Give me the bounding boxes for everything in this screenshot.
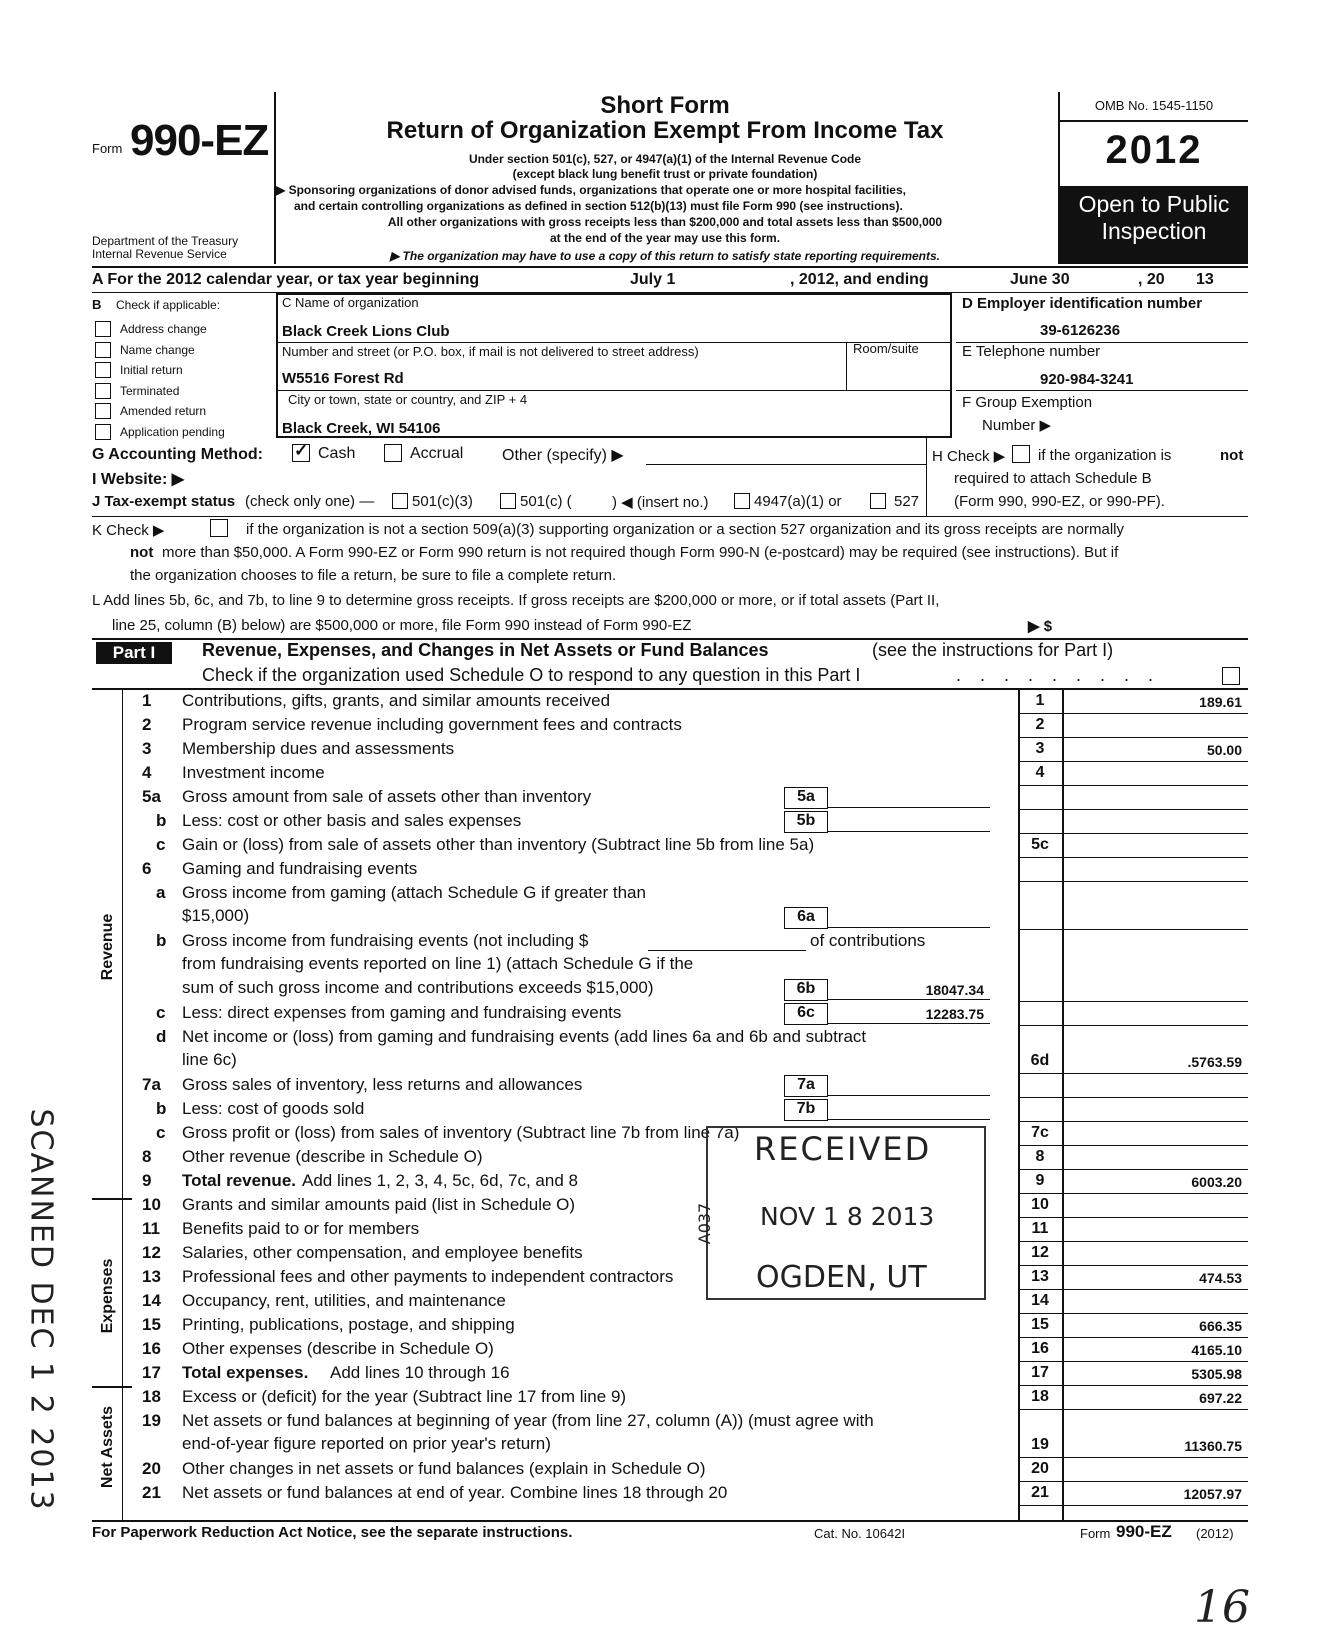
line-number: 11	[142, 1219, 160, 1238]
line-box-number: 4	[1035, 764, 1045, 781]
line-amount[interactable]: .5763.59	[1187, 1054, 1242, 1070]
subtitle-3: ▶ Sponsoring organizations of donor advised funds, organizations that operate one or more hospital facilities,	[276, 183, 906, 197]
line-number: 8	[142, 1147, 152, 1166]
line-number: b	[156, 931, 167, 950]
subtitle-4: and certain controlling organizations as defined in section 512(b)(13) must file Form 990 (see instructions).	[294, 199, 903, 213]
subtitle-2: (except black lung benefit trust or private foundation)	[512, 167, 818, 181]
line-l-text1: L Add lines 5b, 6c, and 7b, to line 9 to determine gross receipts. If gross receipts are $200,000 or more, or if total assets (Part II,	[92, 592, 940, 609]
line-number: d	[156, 1027, 167, 1046]
line-box-number: 17	[1031, 1364, 1049, 1381]
tax-exempt-note: (check only one) —	[245, 493, 375, 510]
4947-checkbox[interactable]	[734, 493, 750, 509]
line-number: 15	[142, 1315, 161, 1334]
footer-form-word: Form	[1080, 1526, 1111, 1541]
line-description: Benefits paid to or for members	[182, 1219, 420, 1238]
part1-check-dots: . . . . . . . . .	[956, 665, 1161, 685]
schedule-b-checkbox[interactable]	[1012, 445, 1030, 463]
line-mid-amount[interactable]: 12283.75	[925, 1006, 984, 1022]
line-a-label: A For the 2012 calendar year, or tax year beginning	[92, 271, 480, 288]
row-separator	[1018, 1481, 1248, 1482]
section-b-checkbox[interactable]	[95, 321, 111, 337]
part1-tag: Part I	[96, 642, 172, 664]
line-description-2: line 6c)	[182, 1050, 237, 1069]
omb-number: OMB No. 1545-1150	[1094, 98, 1214, 113]
line-description: Net assets or fund balances at beginning of year (from line 27, column (A)) (must agree with	[182, 1411, 874, 1430]
title-short-form: Short Form	[600, 92, 730, 119]
line-number: 4	[142, 763, 152, 782]
line-box-number: 3	[1035, 740, 1045, 757]
line-description: Membership dues and assessments	[182, 739, 455, 758]
line-number: 5a	[142, 787, 161, 806]
line-description: Gross profit or (loss) from sales of inventory (Subtract line 7b from line 7a)	[182, 1123, 740, 1142]
line-number: c	[156, 1123, 166, 1142]
section-b-item-label: Amended return	[120, 404, 207, 418]
accrual-label: Accrual	[410, 445, 464, 462]
section-b-item-label: Address change	[120, 322, 207, 336]
line-description: Investment income	[182, 763, 325, 782]
line-mid-underline	[828, 1095, 990, 1096]
line-number: 10	[142, 1195, 161, 1214]
ein-value[interactable]: 39-6126236	[1040, 322, 1121, 339]
side-net-assets-label: Net Assets	[99, 1405, 116, 1489]
line-mid-box-label: 7a	[797, 1076, 815, 1093]
501c3-label: 501(c)(3)	[412, 493, 473, 510]
row-separator	[1018, 1385, 1248, 1386]
line-mid-box-label: 6b	[796, 980, 816, 997]
org-info-box	[276, 293, 952, 438]
527-label: 527	[894, 493, 920, 510]
line-description-rest: Add lines 10 through 16	[330, 1363, 510, 1382]
subtitle-5: All other organizations with gross receipts less than $200,000 and total assets less than $500,000	[387, 215, 943, 229]
line-amount[interactable]: 474.53	[1199, 1270, 1242, 1286]
section-b-checkbox[interactable]	[95, 424, 111, 440]
row-separator	[1018, 1073, 1248, 1074]
line-description: Less: direct expenses from gaming and fundraising events	[182, 1003, 622, 1022]
line-description: Other expenses (describe in Schedule O)	[182, 1339, 494, 1358]
city-label: City or town, state or country, and ZIP + 4	[288, 392, 528, 407]
line-box-number: 5c	[1031, 836, 1049, 853]
line-description: Gross income from gaming (attach Schedule G if greater than	[182, 883, 646, 902]
line-number: b	[156, 1099, 167, 1118]
cash-checkbox[interactable]: ✓	[294, 441, 309, 460]
line-number: 13	[142, 1267, 161, 1286]
subtitle-6: at the end of the year may use this form.	[549, 231, 781, 245]
line-box-number: 21	[1031, 1484, 1049, 1501]
open-to-public-box	[1060, 186, 1248, 264]
received-stamp	[695, 1126, 986, 1300]
line-amount[interactable]: 4165.10	[1191, 1342, 1242, 1358]
footer-form-number: 990-EZ	[1116, 1522, 1172, 1541]
line-amount[interactable]: 697.22	[1199, 1390, 1242, 1406]
line-description: Total revenue.	[182, 1171, 296, 1190]
line-number: c	[156, 1003, 166, 1022]
row-separator	[1018, 737, 1248, 738]
other-method-label: Other (specify) ▶	[502, 447, 624, 464]
row-separator	[1018, 713, 1248, 714]
line-amount[interactable]: 189.61	[1199, 694, 1242, 710]
501c-checkbox[interactable]	[500, 493, 516, 509]
line-l-text2: line 25, column (B) below) are $500,000 or more, file Form 990 instead of Form 990-EZ	[112, 617, 692, 634]
section-b-item-label: Initial return	[120, 363, 183, 377]
row-separator	[1018, 1241, 1248, 1242]
line-description: Grants and similar amounts paid (list in Schedule O)	[182, 1195, 576, 1214]
org-name-label: C Name of organization	[282, 295, 419, 310]
street-label: Number and street (or P.O. box, if mail is not delivered to street address)	[282, 344, 699, 359]
part1-title-note: (see the instructions for Part I)	[872, 640, 1114, 660]
line-description: Net income or (loss) from gaming and fundraising events (add lines 6a and 6b and subtract	[182, 1027, 867, 1046]
line-box-number: 6d	[1030, 1052, 1050, 1069]
accounting-method-label: G Accounting Method:	[92, 446, 263, 463]
line-number: 2	[142, 715, 152, 734]
line-description: Other changes in net assets or fund balances (explain in Schedule O)	[182, 1459, 706, 1478]
501c-label: 501(c) (	[520, 493, 572, 510]
line-amount[interactable]: 11360.75	[1184, 1438, 1242, 1454]
section-b-letter: B	[92, 297, 102, 312]
line-description: Less: cost or other basis and sales expenses	[182, 811, 522, 830]
row-separator	[1018, 1361, 1248, 1362]
line-description: Gross amount from sale of assets other than inventory	[182, 787, 592, 806]
row-separator	[1018, 1289, 1248, 1290]
line-description: Gaming and fundraising events	[182, 859, 418, 878]
line-number: 14	[142, 1291, 161, 1310]
line-description: Other revenue (describe in Schedule O)	[182, 1147, 483, 1166]
stamp-date: NOV 1 8 2013	[760, 1202, 935, 1231]
527-checkbox[interactable]	[870, 493, 886, 509]
line-l-arrow: ▶ $	[1028, 618, 1053, 635]
line-number: a	[156, 883, 166, 902]
stamp-code: A037	[695, 1202, 715, 1245]
row-separator	[1018, 785, 1248, 786]
section-b-checkbox[interactable]	[95, 342, 111, 358]
row-separator	[1018, 1313, 1248, 1314]
line-number: c	[156, 835, 166, 854]
line-description: Net assets or fund balances at end of year. Combine lines 18 through 20	[182, 1483, 728, 1502]
row-separator	[1018, 1097, 1248, 1098]
phone-label: E Telephone number	[962, 343, 1101, 360]
row-separator	[1018, 1505, 1248, 1506]
line-box-number: 20	[1031, 1460, 1049, 1477]
line-number: 20	[142, 1459, 161, 1478]
cash-label: Cash	[318, 445, 356, 462]
line-number: 9	[142, 1171, 152, 1190]
line-h-text3: (Form 990, 990-EZ, or 990-PF).	[954, 493, 1165, 510]
section-b-checkbox[interactable]	[95, 403, 111, 419]
line-mid-underline	[828, 1023, 990, 1024]
line-mid-underline	[828, 831, 990, 832]
line-mid-box-label: 6a	[797, 908, 815, 925]
line-k-text2: more than $50,000. A Form 990-EZ or Form 990 return is not required though Form 990-N (e-postcard) may be required (see instructions). But if	[162, 544, 1119, 561]
open-public-1: Open to Public	[1078, 191, 1230, 217]
org-name[interactable]: Black Creek Lions Club	[282, 323, 450, 340]
line-description: Excess or (deficit) for the year (Subtract line 17 from line 9)	[182, 1387, 627, 1406]
accrual-checkbox[interactable]	[384, 444, 402, 462]
group-exemption-label2: Number ▶	[982, 417, 1052, 434]
line-box-number: 11	[1031, 1220, 1049, 1237]
line-amount[interactable]: 666.35	[1199, 1318, 1242, 1334]
line-amount[interactable]: 12057.97	[1183, 1486, 1242, 1502]
tax-year: 2012	[1105, 128, 1203, 172]
line-k-not: not	[130, 544, 154, 561]
line-number: 17	[142, 1363, 161, 1382]
line-box-number: 1	[1035, 692, 1045, 709]
org-street[interactable]: W5516 Forest Rd	[282, 370, 404, 387]
line-box-number: 10	[1031, 1196, 1049, 1213]
line-number: 16	[142, 1339, 161, 1358]
subtitle-7: ▶ The organization may have to use a copy of this return to satisfy state reporting requirements.	[389, 249, 940, 263]
line-amount[interactable]: 50.00	[1206, 742, 1242, 758]
line-box-number: 12	[1031, 1244, 1049, 1261]
scanned-stamp: SCANNED DEC 1 2 2013	[23, 1108, 59, 1512]
side-revenue-label: Revenue	[99, 913, 116, 981]
form-number: 990-EZ	[130, 116, 269, 165]
row-separator	[1018, 809, 1248, 810]
section-b-checkbox[interactable]	[95, 383, 111, 399]
line-h-not: not	[1220, 447, 1244, 464]
subtitle-1: Under section 501(c), 527, or 4947(a)(1) of the Internal Revenue Code	[468, 152, 862, 166]
line-box-number: 18	[1031, 1388, 1049, 1405]
line-description: Program service revenue including government fees and contracts	[182, 715, 682, 734]
section-b-checkbox[interactable]	[95, 362, 111, 378]
footer-form-year: (2012)	[1196, 1526, 1234, 1541]
line-mid-box-label: 7b	[796, 1100, 816, 1117]
row-separator	[1018, 1145, 1248, 1146]
line-number: 6	[142, 859, 152, 878]
row-separator	[1018, 1217, 1248, 1218]
line-k-text1: if the organization is not a section 509(a)(3) supporting organization or a section 527 organization and its gross receipts are normally	[246, 521, 1124, 538]
row-separator	[1018, 1001, 1248, 1002]
line-mid-underline	[828, 1119, 990, 1120]
website-label: I Website: ▶	[92, 471, 185, 488]
line-description: Less: cost of goods sold	[182, 1099, 365, 1118]
insert-no-label: ) ◀ (insert no.)	[612, 494, 709, 511]
form-title: Return of Organization Exempt From Income Tax	[386, 117, 944, 144]
line-mid-underline	[828, 999, 990, 1000]
line-box-number: 14	[1031, 1292, 1049, 1309]
line-description: Gross sales of inventory, less returns and allowances	[182, 1075, 583, 1094]
row-separator	[1018, 881, 1248, 882]
line-description: Total expenses.	[182, 1363, 309, 1382]
row-separator	[1018, 1457, 1248, 1458]
fundraising-contrib-line[interactable]	[648, 950, 806, 951]
group-exemption-label: F Group Exemption	[962, 394, 1093, 411]
line-box-number: 13	[1031, 1268, 1049, 1285]
line-description-3: sum of such gross income and contributions exceeds $15,000)	[182, 978, 654, 997]
footer-cat: Cat. No. 10642I	[814, 1526, 906, 1541]
section-b-item-label: Application pending	[120, 425, 225, 439]
line-mid-underline	[828, 927, 990, 928]
schedule-o-checkbox[interactable]	[1222, 667, 1240, 685]
line-k-checkbox[interactable]	[210, 519, 228, 537]
line-mid-amount[interactable]: 18047.34	[925, 982, 984, 998]
line-k-label: K Check ▶	[92, 522, 165, 539]
part1-check-text: Check if the organization used Schedule O to respond to any question in this Part I	[202, 665, 861, 685]
stamp-received: RECEIVED	[754, 1130, 932, 1168]
line-number: b	[156, 811, 167, 830]
line-mid-box-label: 5b	[796, 812, 816, 829]
line-description-tail: of contributions	[810, 931, 926, 950]
line-number: 3	[142, 739, 152, 758]
line-box-number: 16	[1031, 1340, 1049, 1357]
line-number: 12	[142, 1243, 161, 1262]
line-mid-underline	[828, 807, 990, 808]
line-description: Gross income from fundraising events (not including $	[182, 931, 589, 950]
dept-line1: Department of the Treasury	[92, 234, 239, 248]
line-a-yr-prefix: , 20	[1138, 271, 1165, 288]
line-box-number: 2	[1035, 716, 1045, 733]
section-b-title: Check if applicable:	[116, 298, 221, 312]
line-box-number: 7c	[1031, 1124, 1049, 1141]
part1-title: Revenue, Expenses, and Changes in Net Assets or Fund Balances	[202, 640, 769, 660]
row-separator	[1018, 1193, 1248, 1194]
line-k-text3: the organization chooses to file a return, be sure to file a complete return.	[130, 567, 617, 584]
line-number: 21	[142, 1483, 161, 1502]
tax-year-end[interactable]: June 30	[1010, 271, 1070, 288]
line-h-text2: required to attach Schedule B	[954, 470, 1152, 487]
line-description: Contributions, gifts, grants, and similar amounts received	[182, 691, 611, 710]
line-box-number: 8	[1035, 1148, 1045, 1165]
room-suite-label: Room/suite	[853, 341, 919, 356]
line-box-number: 19	[1031, 1436, 1049, 1453]
handwritten-page-note: 16	[1194, 1582, 1250, 1633]
row-separator	[1018, 761, 1248, 762]
org-city[interactable]: Black Creek, WI 54106	[282, 420, 441, 437]
line-description: Salaries, other compensation, and employee benefits	[182, 1243, 583, 1262]
line-h-text1: H Check ▶	[932, 448, 1006, 465]
stamp-city: OGDEN, UT	[756, 1260, 927, 1295]
line-h-text1b: if the organization is	[1038, 447, 1172, 464]
line-amount[interactable]: 5305.98	[1191, 1366, 1242, 1382]
row-separator	[1018, 1169, 1248, 1170]
line-description-rest: Add lines 1, 2, 3, 4, 5c, 6d, 7c, and 8	[302, 1171, 578, 1190]
line-a-mid: , 2012, and ending	[790, 271, 929, 288]
line-description: Occupancy, rent, utilities, and maintenance	[182, 1291, 506, 1310]
footer-paperwork: For Paperwork Reduction Act Notice, see the separate instructions.	[92, 1524, 573, 1541]
phone-value[interactable]: 920-984-3241	[1040, 371, 1134, 388]
line-description: Gain or (loss) from sale of assets other than inventory (Subtract line 5b from line 5a)	[182, 835, 815, 854]
line-mid-box-label: 6c	[797, 1004, 815, 1021]
line-description-2: end-of-year figure reported on prior year's return)	[182, 1434, 551, 1453]
row-separator	[1018, 1121, 1248, 1122]
row-separator	[1018, 1265, 1248, 1266]
section-b-item-label: Name change	[120, 343, 195, 357]
ein-label: D Employer identification number	[962, 295, 1203, 312]
row-separator	[1018, 929, 1248, 930]
row-separator	[1018, 1025, 1248, 1026]
dept-line2: Internal Revenue Service	[92, 247, 227, 261]
line-description-2: from fundraising events reported on line 1) (attach Schedule G if the	[182, 954, 694, 973]
4947-label: 4947(a)(1) or	[754, 493, 842, 510]
row-separator	[1018, 1409, 1248, 1410]
501c3-checkbox[interactable]	[392, 493, 408, 509]
line-box-number: 9	[1035, 1172, 1045, 1189]
row-separator	[1018, 857, 1248, 858]
row-separator	[1018, 833, 1248, 834]
line-description: Professional fees and other payments to independent contractors	[182, 1267, 674, 1286]
side-expenses-label: Expenses	[99, 1258, 116, 1334]
line-description: Printing, publications, postage, and shipping	[182, 1315, 515, 1334]
tax-exempt-label: J Tax-exempt status	[92, 493, 236, 510]
line-box-number: 15	[1031, 1316, 1049, 1333]
section-b-item-label: Terminated	[120, 384, 180, 398]
row-separator	[1018, 1337, 1248, 1338]
tax-year-begin[interactable]: July 1	[630, 271, 676, 288]
line-number: 7a	[142, 1075, 161, 1094]
line-number: 18	[142, 1387, 161, 1406]
line-number: 1	[142, 691, 152, 710]
form-word: Form	[92, 141, 123, 156]
line-mid-box-label: 5a	[797, 788, 815, 805]
tax-year-end-yr[interactable]: 13	[1196, 271, 1214, 288]
open-public-2: Inspection	[1101, 218, 1207, 244]
line-description-2: $15,000)	[182, 906, 250, 925]
line-number: 19	[142, 1411, 161, 1430]
line-amount[interactable]: 6003.20	[1191, 1174, 1242, 1190]
